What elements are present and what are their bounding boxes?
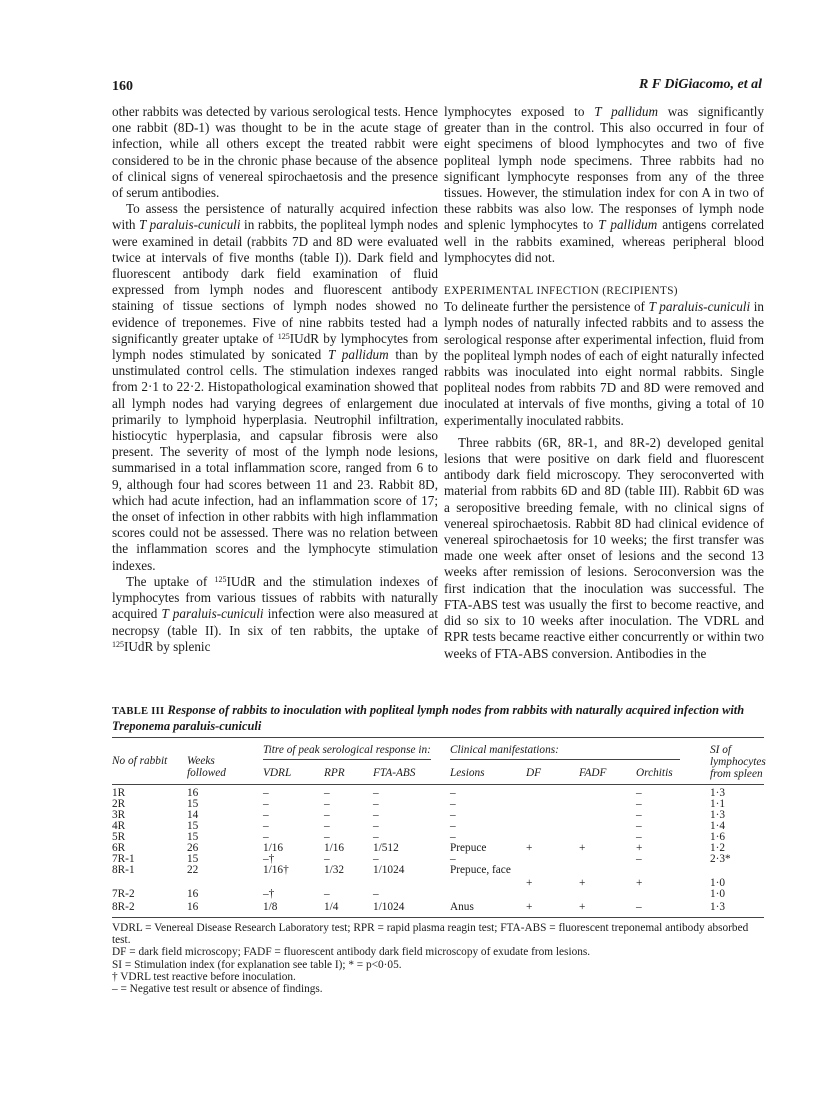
section-heading: EXPERIMENTAL INFECTION (RECIPIENTS) [444, 285, 678, 298]
cell-orchitis: + [636, 877, 643, 889]
cell-orchitis: – [636, 798, 642, 810]
cell-lesions: – [450, 809, 456, 821]
footnote: – = Negative test result or absence of findings. [112, 983, 323, 996]
cell-no: 1R [112, 787, 126, 799]
body-paragraph: other rabbits was detected by various serological tests. Hence one rabbit (8D-1) was thought to be in the acute stage of infection, while all others except the treated rabbit were considered to be in the chronic phase because of the absence of clinical signs of venereal spirochaetosis and the presence of serum antibodies. [112, 104, 438, 201]
cell-weeks: 15 [187, 831, 199, 843]
cell-vdrl: – [263, 820, 269, 832]
table-bottom-rule [112, 917, 764, 918]
footnote: † VDRL test reactive before inoculation. [112, 970, 296, 983]
header-group-clinical: Clinical manifestations: [450, 744, 559, 756]
cell-rpr: – [324, 809, 330, 821]
cell-fta: 1/1024 [373, 901, 405, 913]
cell-weeks: 16 [187, 888, 199, 900]
cell-no: 8R-2 [112, 901, 135, 913]
cell-fta: – [373, 853, 379, 865]
col-header-weeks: Weeks followed [187, 755, 226, 779]
footnote: VDRL = Venereal Disease Research Laboratory test; RPR = rapid plasma reagin test; FTA-ABS = fluorescent treponemal antibody absorbed test. [112, 922, 749, 947]
cell-no: 7R-2 [112, 888, 135, 900]
cell-si: 1·3 [710, 901, 726, 913]
cell-weeks: 26 [187, 842, 199, 854]
cell-no: 8R-1 [112, 864, 135, 876]
cell-df: + [526, 901, 533, 913]
table-footnotes [112, 922, 764, 995]
cell-rpr: – [324, 888, 330, 900]
cell-rpr: – [324, 820, 330, 832]
right-column [444, 104, 764, 662]
cell-si: 1·3 [710, 809, 726, 821]
cell-fta: – [373, 820, 379, 832]
cell-fta: 1/512 [373, 842, 399, 854]
cell-vdrl: –† [263, 853, 275, 865]
cell-vdrl: – [263, 831, 269, 843]
cell-fta: 1/1024 [373, 864, 405, 876]
body-paragraph: Three rabbits (6R, 8R-1, and 8R-2) developed genital lesions that were positive on dark field and fluorescent antibody dark field microscopy. They seroconverted with material from rabbits 6D and 8D (table III). Rabbit 6D was a seropositive breeding female, with no clinical signs of venereal spirochaetosis. Rabbit 8D had clinical evidence of venereal spirochaetosis for 10 weeks; the first transfer was made one week after onset of lesions and the second 13 weeks after remission of lesions. Seroconversion was the first indication that the inoculation was successful. The FTA-ABS test was usually the first to become reactive, and did so six to 10 weeks after inoculation. The VDRL and RPR tests became reactive either concurrently or within two weeks of FTA-ABS conversion. Antibodies in the [444, 434, 764, 661]
cell-no: 7R-1 [112, 853, 135, 865]
cell-weeks: 15 [187, 853, 199, 865]
col-header-rpr: RPR [324, 767, 345, 779]
cell-weeks: 22 [187, 864, 199, 876]
cell-orchitis: – [636, 853, 642, 865]
cell-vdrl: 1/16† [263, 864, 289, 876]
cell-vdrl: – [263, 809, 269, 821]
cell-fta: – [373, 888, 379, 900]
header-group-titre: Titre of peak serological response in: [263, 744, 431, 756]
cell-vdrl: –† [263, 888, 275, 900]
cell-vdrl: – [263, 787, 269, 799]
cell-lesions: Anus [450, 901, 474, 913]
cell-no: 4R [112, 820, 126, 832]
body-paragraph: To assess the persistence of naturally acquired infection with T paraluis-cuniculi in rabbits, the popliteal lymph nodes were examined in detail (rabbits 7D and 8D were evaluated twice at intervals of five months (table I)). Dark field and fluorescent antibody dark field examination of fluid expressed from lymph nodes and fluorescent antibody staining of tissue sections of lymph nodes showed no evidence of treponemes. Five of nine rabbits tested had a significantly greater uptake of $^{125}$IUdR by lymphocytes from lymph nodes stimulated by sonicated T pallidum than by unstimulated control cells. The stimulation indexes ranged from 2·1 to 22·2. Histopathological examination showed that all lymph nodes had varying degrees of enlargement due primarily to lymphoid hyperplasia. Neutrophil infiltration, histiocytic hyperplasia, and capsular fibrosis were also present. The severity of most of the lymph node lesions, summarised in a total inflammation score, ranged from 6 to 9, although four had scores between 11 and 23. Rabbit 8D, which had acute infection, had an inflammation score of 17; the onset of infection in other rabbits with high inflammation scores could not be assessed. There was no relation between the inflammation scores and the lymphocyte stimulation indexes. [112, 201, 438, 573]
cell-fadf: + [579, 842, 586, 854]
cell-si: 1·0 [710, 888, 726, 900]
cell-orchitis: – [636, 809, 642, 821]
cell-weeks: 14 [187, 809, 199, 821]
cell-fta: – [373, 787, 379, 799]
clinical-subrule [450, 759, 680, 760]
cell-rpr: – [324, 787, 330, 799]
cell-orchitis: – [636, 831, 642, 843]
cell-si: 1·4 [710, 820, 726, 832]
cell-lesions: – [450, 831, 456, 843]
titre-subrule [263, 759, 431, 760]
body-paragraph: lymphocytes exposed to T pallidum was significantly greater than in the control. This also occurred in four of eight specimens of blood lymphocytes and two of five popliteal lymph node specimens. Three rabbits had no significant lymphocyte responses from any of the three tissues. However, the stimulation index for con A in two of these rabbits was also low. The responses of lymph node and splenic lymphocytes to T pallidum antigens correlated well in the rabbits examined, whereas peripheral blood lymphocytes did not. [444, 104, 764, 265]
cell-si: 1·0 [710, 877, 726, 889]
cell-si: 2·3* [710, 853, 731, 865]
cell-weeks: 15 [187, 798, 199, 810]
cell-fta: – [373, 831, 379, 843]
table-caption [112, 703, 764, 734]
cell-lesions: – [450, 787, 456, 799]
body-paragraph: The uptake of $^{125}$IUdR and the stimulation indexes of lymphocytes from various tissues of rabbits with naturally acquired T paraluis-cuniculi infection were also measured at necropsy (table II). In six of ten rabbits, the uptake of $^{125}$IUdR by splenic [112, 573, 438, 654]
cell-rpr: 1/16 [324, 842, 345, 854]
cell-no: 5R [112, 831, 126, 843]
cell-si: 1·3 [710, 787, 726, 799]
table-caption-text: Response of rabbits to inoculation with popliteal lymph nodes from rabbits with naturally acquired infection with Treponema paraluis-cuniculi [112, 703, 745, 733]
cell-fadf: + [579, 877, 586, 889]
col-header-fta: FTA-ABS [373, 767, 416, 779]
footnote: SI = Stimulation index (for explanation see table I); * = p<0·05. [112, 958, 402, 971]
cell-df: + [526, 877, 533, 889]
cell-rpr: – [324, 798, 330, 810]
cell-orchitis: – [636, 820, 642, 832]
table-label: TABLE III [112, 706, 165, 717]
col-header-fadf: FADF [579, 767, 607, 779]
col-header-orchitis: Orchitis [636, 767, 673, 779]
cell-rpr: 1/4 [324, 901, 339, 913]
col-header-vdrl: VDRL [263, 767, 292, 779]
cell-si: 1·1 [710, 798, 726, 810]
table-top-rule [112, 737, 764, 738]
cell-lesions: – [450, 798, 456, 810]
col-header-lesions: Lesions [450, 767, 485, 779]
page-number: 160 [112, 79, 133, 94]
cell-fta: – [373, 809, 379, 821]
cell-orchitis: + [636, 842, 643, 854]
cell-orchitis: – [636, 901, 642, 913]
cell-df: + [526, 842, 533, 854]
cell-rpr: – [324, 831, 330, 843]
cell-si: 1·2 [710, 842, 726, 854]
cell-orchitis: – [636, 787, 642, 799]
cell-vdrl: 1/8 [263, 901, 278, 913]
cell-rpr: – [324, 853, 330, 865]
table-header-rule [112, 784, 764, 785]
cell-no: 2R [112, 798, 126, 810]
col-header-no: No of rabbit [112, 755, 168, 767]
running-head: R F DiGiacomo, et al [638, 77, 762, 92]
cell-vdrl: – [263, 798, 269, 810]
cell-weeks: 16 [187, 901, 199, 913]
cell-weeks: 15 [187, 820, 199, 832]
cell-lesions: Prepuce, face [450, 864, 511, 876]
cell-weeks: 16 [187, 787, 199, 799]
cell-si: 1·6 [710, 831, 726, 843]
cell-fadf: + [579, 901, 586, 913]
cell-lesions: – [450, 853, 456, 865]
cell-rpr: 1/32 [324, 864, 345, 876]
col-header-df: DF [526, 767, 542, 779]
cell-fta: – [373, 798, 379, 810]
cell-vdrl: 1/16 [263, 842, 284, 854]
col-header-si: SI of lymphocytes from spleen [710, 744, 766, 780]
cell-no: 3R [112, 809, 126, 821]
cell-lesions: Prepuce [450, 842, 487, 854]
body-paragraph: To delineate further the persistence of T paraluis-cuniculi in lymph nodes of naturally infected rabbits and to assess the serological response after experimental infection, fluid from the popliteal lymph nodes of each of eight naturally infected rabbits was inoculated into eight normal rabbits. Single popliteal nodes from rabbits 7D and 8D were removed and inoculated at intervals of five months, giving a total of 10 experimentally inoculated rabbits. [444, 299, 764, 428]
cell-lesions: – [450, 820, 456, 832]
cell-no: 6R [112, 842, 126, 854]
left-column [112, 104, 438, 655]
footnote: DF = dark field microscopy; FADF = fluorescent antibody dark field microscopy of exudate from lesions. [112, 946, 591, 959]
